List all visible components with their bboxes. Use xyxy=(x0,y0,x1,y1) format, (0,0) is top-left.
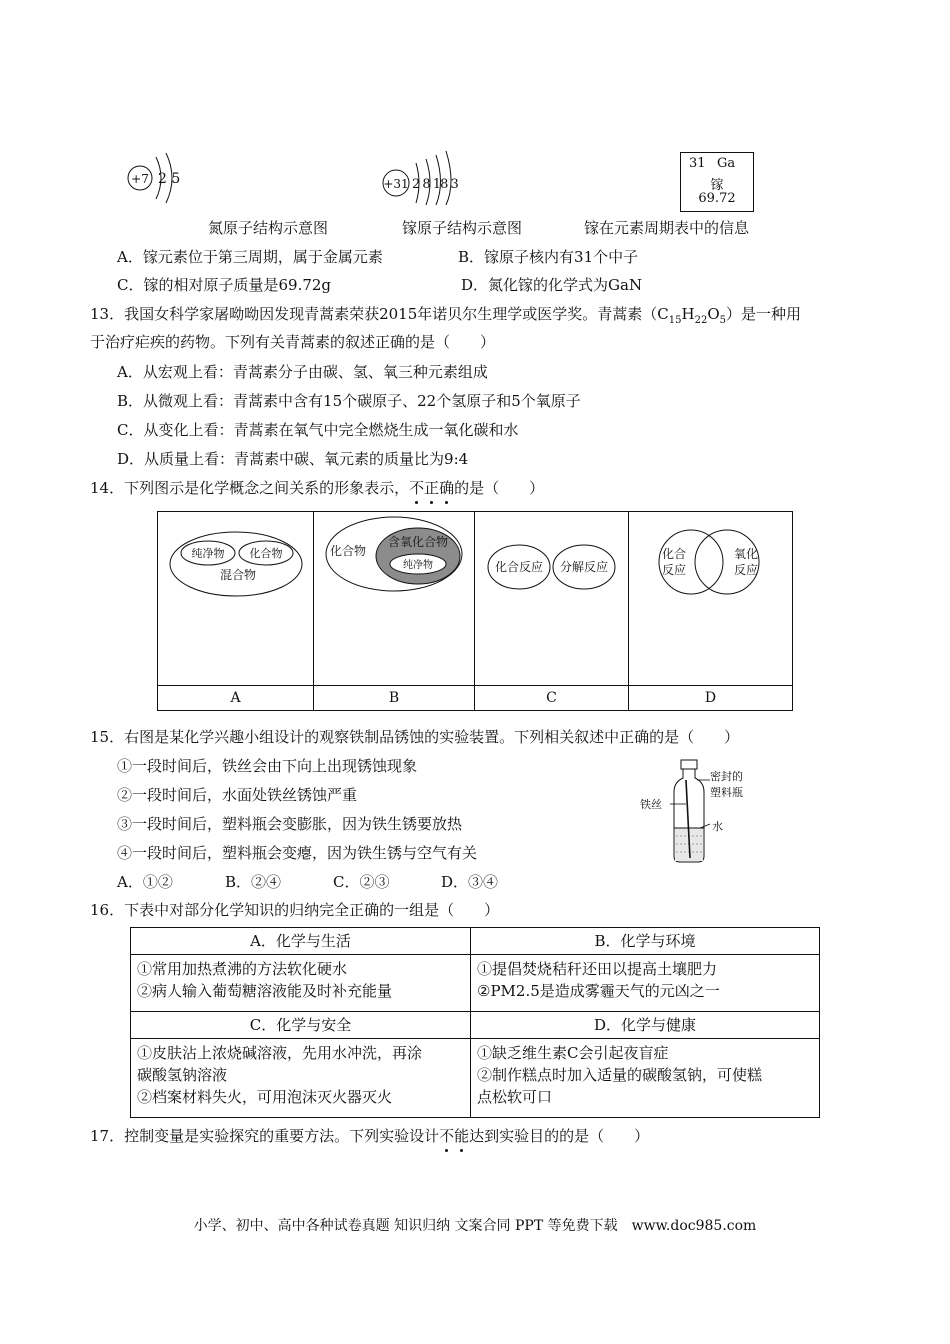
q16-cell-c: ①皮肤沾上浓烧碱溶液，先用水冲洗，再涂 碳酸氢钠溶液 ②档案材料失火，可用泡沫灭火器灭火 xyxy=(131,1039,471,1118)
svg-text:反应: 反应 xyxy=(661,563,687,577)
q15-statement-3: ③一段时间后，塑料瓶会变膨胀，因为铁生锈要放热 xyxy=(117,815,463,833)
q16-cell-d: ①缺乏维生素C会引起夜盲症 ②制作糕点时加入适量的碳酸氢钠，可使糕 点松软可口 xyxy=(471,1039,820,1118)
svg-text:纯净物: 纯净物 xyxy=(403,560,433,571)
atomic-number: 31 xyxy=(689,156,706,171)
q13-stem-line2: 于治疗疟疾的药物。下列有关青蒿素的叙述正确的是（ ） xyxy=(90,333,496,351)
q16-header-d: D．化学与健康 xyxy=(471,1012,820,1039)
q13-option-a: A．从宏观上看：青蒿素分子由碳、氢、氧三种元素组成 xyxy=(117,363,488,381)
q12-option-b: B．镓原子核内有31个中子 xyxy=(458,248,639,266)
q14-diagram-d xyxy=(629,512,792,685)
svg-text:化合: 化合 xyxy=(661,547,687,561)
caption-gallium: 镓原子结构示意图 xyxy=(402,219,523,237)
caption-nitrogen: 氮原子结构示意图 xyxy=(208,219,329,237)
q16-stem: 16．下表中对部分化学知识的归纳完全正确的一组是（ ） xyxy=(90,901,500,919)
q17-stem: 17．控制变量是实验探究的重要方法。下列实验设计不能达到实验目的的是（ ） xyxy=(90,1127,650,1145)
svg-text:化合物: 化合物 xyxy=(249,547,283,560)
nitrogen-atom-diagram xyxy=(120,145,200,205)
svg-text:水: 水 xyxy=(712,820,723,833)
q15-option-c: C．②③ xyxy=(333,873,390,891)
q14-stem: 14．下列图示是化学概念之间关系的形象表示，不正确的是（ ） xyxy=(90,479,545,497)
svg-text:化合反应: 化合反应 xyxy=(494,560,544,574)
nitrogen-shells: 2 5 xyxy=(158,171,181,187)
q15-statement-1: ①一段时间后，铁丝会由下向上出现锈蚀现象 xyxy=(117,757,418,775)
q14-figure-table xyxy=(157,511,793,711)
gallium-nucleus: +31 xyxy=(383,177,409,191)
q15-option-b: B．②④ xyxy=(225,873,282,891)
nitrogen-nucleus: +7 xyxy=(131,172,149,186)
q12-option-c: C．镓的相对原子质量是69.72g xyxy=(117,276,332,294)
q14-diagram-a xyxy=(158,512,313,685)
atomic-mass: 69.72 xyxy=(698,191,736,206)
q15-bottle-figure xyxy=(640,758,760,868)
q15-stem: 15．右图是某化学兴趣小组设计的观察铁制品锈蚀的实验装置。下列相关叙述中正确的是（ ） xyxy=(90,728,740,746)
q14-label-b: B xyxy=(388,690,400,706)
element-name: 镓 xyxy=(710,178,724,193)
svg-text:塑料瓶: 塑料瓶 xyxy=(710,786,743,799)
q13-stem-line1: 13．我国女科学家屠呦呦因发现青蒿素荣获2015年诺贝尔生理学或医学奖。青蒿素$(C_{15}H_{22}O_5)$是一种用 xyxy=(90,305,802,326)
gallium-shells: 2 8 18 3 xyxy=(412,177,458,192)
element-symbol: Ga xyxy=(717,156,736,171)
q13-option-b: B．从微观上看：青蒿素中含有15个碳原子、22个氢原子和5个氧原子 xyxy=(117,392,581,410)
page-footer: 小学、初中、高中各种试卷真题 知识归纳 文案合同 PPT 等免费下载 www.doc985.com xyxy=(193,1218,757,1234)
gallium-atom-diagram xyxy=(372,145,472,205)
q16-header-b: B．化学与环境 xyxy=(471,928,820,955)
q16-table xyxy=(130,927,820,1118)
q15-option-a: A．①② xyxy=(117,873,173,891)
q14-label-a: A xyxy=(230,690,241,706)
svg-text:铁丝: 铁丝 xyxy=(640,798,662,811)
q16-header-a: A．化学与生活 xyxy=(131,928,471,955)
svg-text:混合物: 混合物 xyxy=(219,568,257,582)
q15-statement-4: ④一段时间后，塑料瓶会变瘪，因为铁生锈与空气有关 xyxy=(117,844,478,862)
q14-diagram-b xyxy=(314,512,474,685)
svg-text:密封的: 密封的 xyxy=(710,770,743,783)
svg-text:含氧化合物: 含氧化合物 xyxy=(387,535,449,549)
q13-option-c: C．从变化上看：青蒿素在氧气中完全燃烧生成一氧化碳和水 xyxy=(117,421,519,439)
svg-text:反应: 反应 xyxy=(733,563,759,577)
caption-periodic: 镓在元素周期表中的信息 xyxy=(584,219,750,237)
q15-statement-2: ②一段时间后，水面处铁丝锈蚀严重 xyxy=(117,786,358,804)
q14-label-c: C xyxy=(546,690,557,706)
q12-option-d: D．氮化镓的化学式为GaN xyxy=(461,276,643,294)
q16-cell-b: ①提倡焚烧秸秆还田以提高土壤肥力 ②PM2.5是造成雾霾天气的元凶之一 xyxy=(471,955,820,1012)
q13-option-d: D．从质量上看：青蒿素中碳、氧元素的质量比为9:4 xyxy=(117,450,469,468)
svg-text:分解反应: 分解反应 xyxy=(559,560,609,574)
q12-option-a: A．镓元素位于第三周期，属于金属元素 xyxy=(117,248,383,266)
svg-text:化合物: 化合物 xyxy=(329,544,367,558)
q16-cell-a: ①常用加热煮沸的方法软化硬水 ②病人输入葡萄糖溶液能及时补充能量 xyxy=(131,955,471,1012)
periodic-table-cell xyxy=(680,152,754,212)
q15-option-d: D．③④ xyxy=(441,873,499,891)
q16-header-c: C．化学与安全 xyxy=(131,1012,471,1039)
q14-diagram-c xyxy=(475,512,628,685)
svg-text:纯净物: 纯净物 xyxy=(191,547,225,560)
svg-text:氧化: 氧化 xyxy=(733,547,759,561)
q14-label-d: D xyxy=(704,690,717,706)
